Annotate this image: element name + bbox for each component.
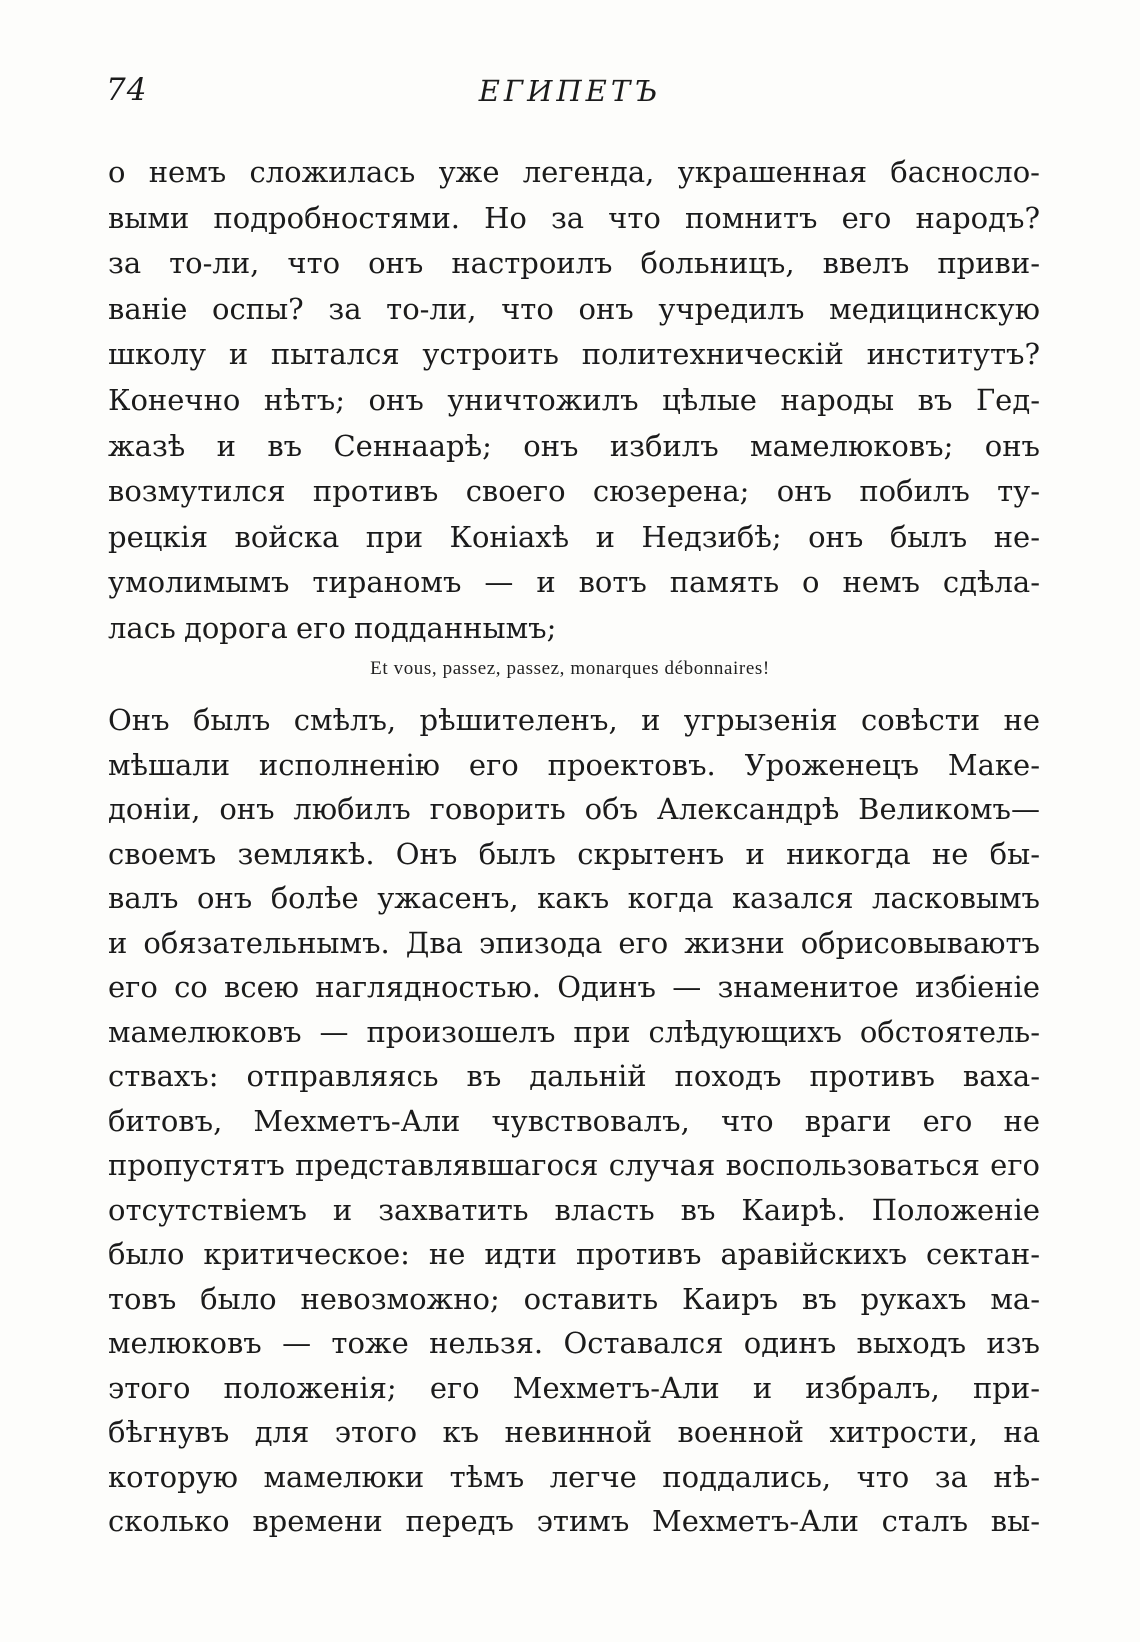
text-line: было критическое: не идти противъ аравійскихъ сектан- [108,1237,1040,1271]
paragraph-1 [108,150,1040,652]
text-line: доніи, онъ любилъ говорить объ Александрѣ Великомъ— [108,792,1040,826]
text-line: умолимымъ тираномъ — и вотъ память о немъ сдѣла- [108,565,1040,600]
text-line: и обязательнымъ. Два эпизода его жизни обрисовываютъ [108,925,1040,960]
text-line: мамелюковъ — произошелъ при слѣдующихъ обстоятель- [108,1014,1040,1049]
text-line: бѣгнувъ для этого къ невинной военной хитрости, на [108,1415,1040,1449]
text-line: битовъ, Мехметъ-Али чувствовалъ, что враги его не [108,1103,1040,1138]
text-line: Онъ былъ смѣлъ, рѣшителенъ, и угрызенія совѣсти не [108,703,1040,737]
text-line: лась дорога его подданнымъ; [108,610,557,645]
text-line: отсутствіемъ и захватить власть въ Каирѣ. Положеніе [108,1192,1040,1227]
text-line: за то-ли, что онъ настроилъ больницъ, ввелъ приви- [108,246,1040,281]
text-line: возмутился противъ своего сюзерена; онъ побилъ ту- [108,474,1040,509]
text-line: валъ онъ болѣе ужасенъ, какъ когда казался ласковымъ [108,881,1040,915]
text-line: мелюковъ — тоже нельзя. Оставался одинъ выходъ изъ [108,1326,1040,1360]
paragraph-2 [108,698,1040,1544]
page-number: 74 [106,72,148,108]
quotation: Et vous, passez, passez, monarques débonnaires! [370,658,770,679]
text-line: товъ было невозможно; оставить Каиръ въ рукахъ ма- [108,1281,1040,1316]
text-line: этого положенія; его Мехметъ-Али и избралъ, при- [108,1370,1040,1405]
text-line: ваніе оспы? за то-ли, что онъ учредилъ медицинскую [108,291,1040,326]
text-line: его со всею наглядностью. Одинъ — знаменитое избіеніе [108,970,1040,1004]
text-line: выми подробностями. Но за что помнитъ его народъ? [108,200,1040,235]
text-line: школу и пытался устроить политехническій институтъ? [108,337,1040,372]
text-line: мѣшали исполненію его проектовъ. Уроженецъ Маке- [108,747,1040,782]
text-line: рецкія войска при Коніахѣ и Недзибѣ; онъ былъ не- [108,519,1040,554]
text-line: ствахъ: отправляясь въ дальній походъ противъ ваха- [108,1059,1040,1093]
text-line: пропустятъ представлявшагося случая воспользоваться его [108,1148,1040,1182]
text-line: жазѣ и въ Сеннаарѣ; онъ избилъ мамелюковъ; онъ [108,428,1040,463]
text-line: Конечно нѣтъ; онъ уничтожилъ цѣлые народы въ Гед- [108,382,1040,417]
running-title: ЕГИПЕТЪ [478,74,662,108]
text-line: о немъ сложилась уже легенда, украшенная басносло- [108,155,1040,189]
text-line: которую мамелюки тѣмъ легче поддались, что за нѣ- [108,1459,1040,1494]
text-line: сколько времени передъ этимъ Мехметъ-Али сталъ вы- [108,1504,1040,1538]
text-line: своемъ землякѣ. Онъ былъ скрытенъ и никогда не бы- [108,836,1040,871]
